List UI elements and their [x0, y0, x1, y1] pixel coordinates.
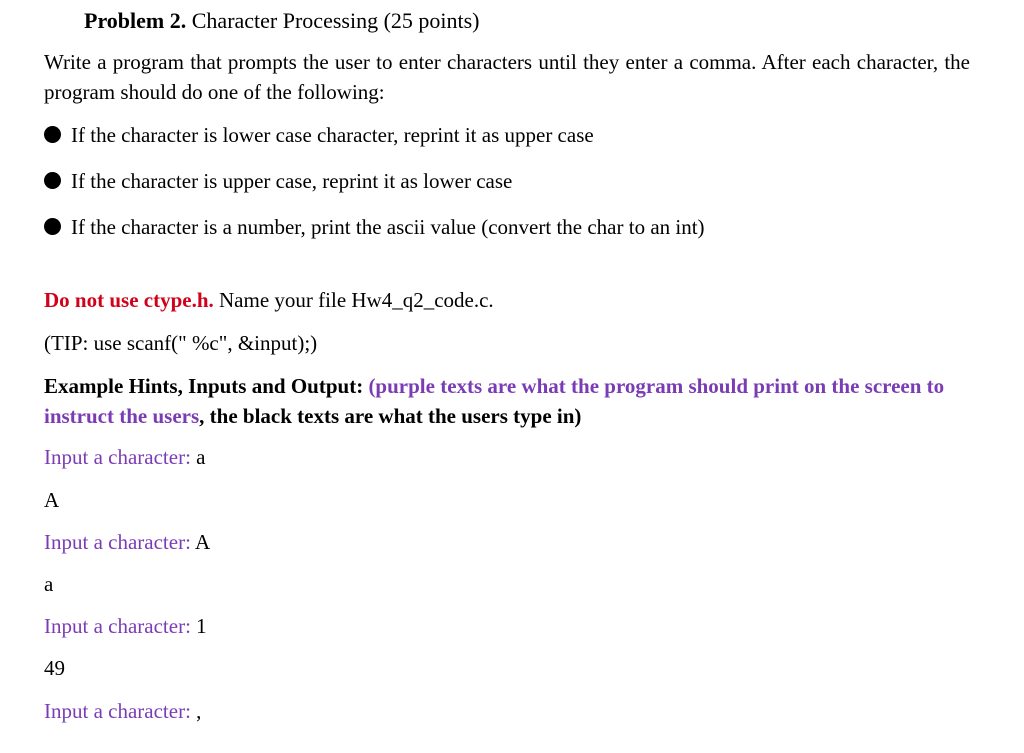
user-input: A	[195, 530, 211, 554]
example-output-line: a	[44, 572, 54, 596]
warning-text: Do not use ctype.h.	[44, 288, 214, 312]
example-prompt-line	[44, 529, 210, 555]
hints-heading: Example Hints, Inputs and Output:	[44, 374, 369, 398]
bullet-text: If the character is lower case character, reprint it as upper case	[71, 123, 594, 147]
user-input: 1	[196, 614, 207, 638]
hints-purple-text: (purple texts are what the program should print on the screen to instruct the users	[44, 374, 945, 428]
example-prompt-line	[44, 444, 206, 470]
problem-title: Character Processing (25 points)	[191, 8, 480, 33]
example-output-line: 49	[44, 656, 65, 680]
bullet-text: If the character is a number, print the ascii value (convert the char to an int)	[71, 215, 705, 239]
bullet-dot-icon	[44, 126, 61, 143]
user-input: ,	[196, 699, 202, 723]
program-prompt: Input a character:	[44, 614, 197, 638]
problem-heading	[84, 8, 480, 34]
instructions-line	[44, 287, 494, 313]
program-prompt: Input a character:	[44, 699, 197, 723]
bullet-dot-icon	[44, 172, 61, 189]
filename-text: Name your file Hw4_q2_code.c.	[213, 288, 494, 312]
hints-black-text: , the black texts are what the users type in)	[199, 404, 582, 428]
bullet-item	[44, 214, 705, 240]
hints-paragraph	[44, 371, 970, 431]
problem-label: Problem 2.	[84, 8, 187, 33]
bullet-item	[44, 168, 512, 194]
bullet-text: If the character is upper case, reprint it as lower case	[71, 169, 513, 193]
tip-text: (TIP: use scanf(" %c", &input);)	[44, 331, 318, 355]
intro-paragraph: Write a program that prompts the user to enter characters until they enter a comma. After each character, the program should do one of the following:	[44, 50, 970, 104]
program-prompt: Input a character:	[44, 530, 195, 554]
user-input: a	[196, 445, 206, 469]
example-prompt-line	[44, 613, 207, 639]
example-prompt-line	[44, 698, 201, 724]
program-prompt: Input a character:	[44, 445, 197, 469]
example-output-line: A	[44, 488, 60, 512]
bullet-dot-icon	[44, 218, 61, 235]
bullet-item	[44, 122, 594, 148]
